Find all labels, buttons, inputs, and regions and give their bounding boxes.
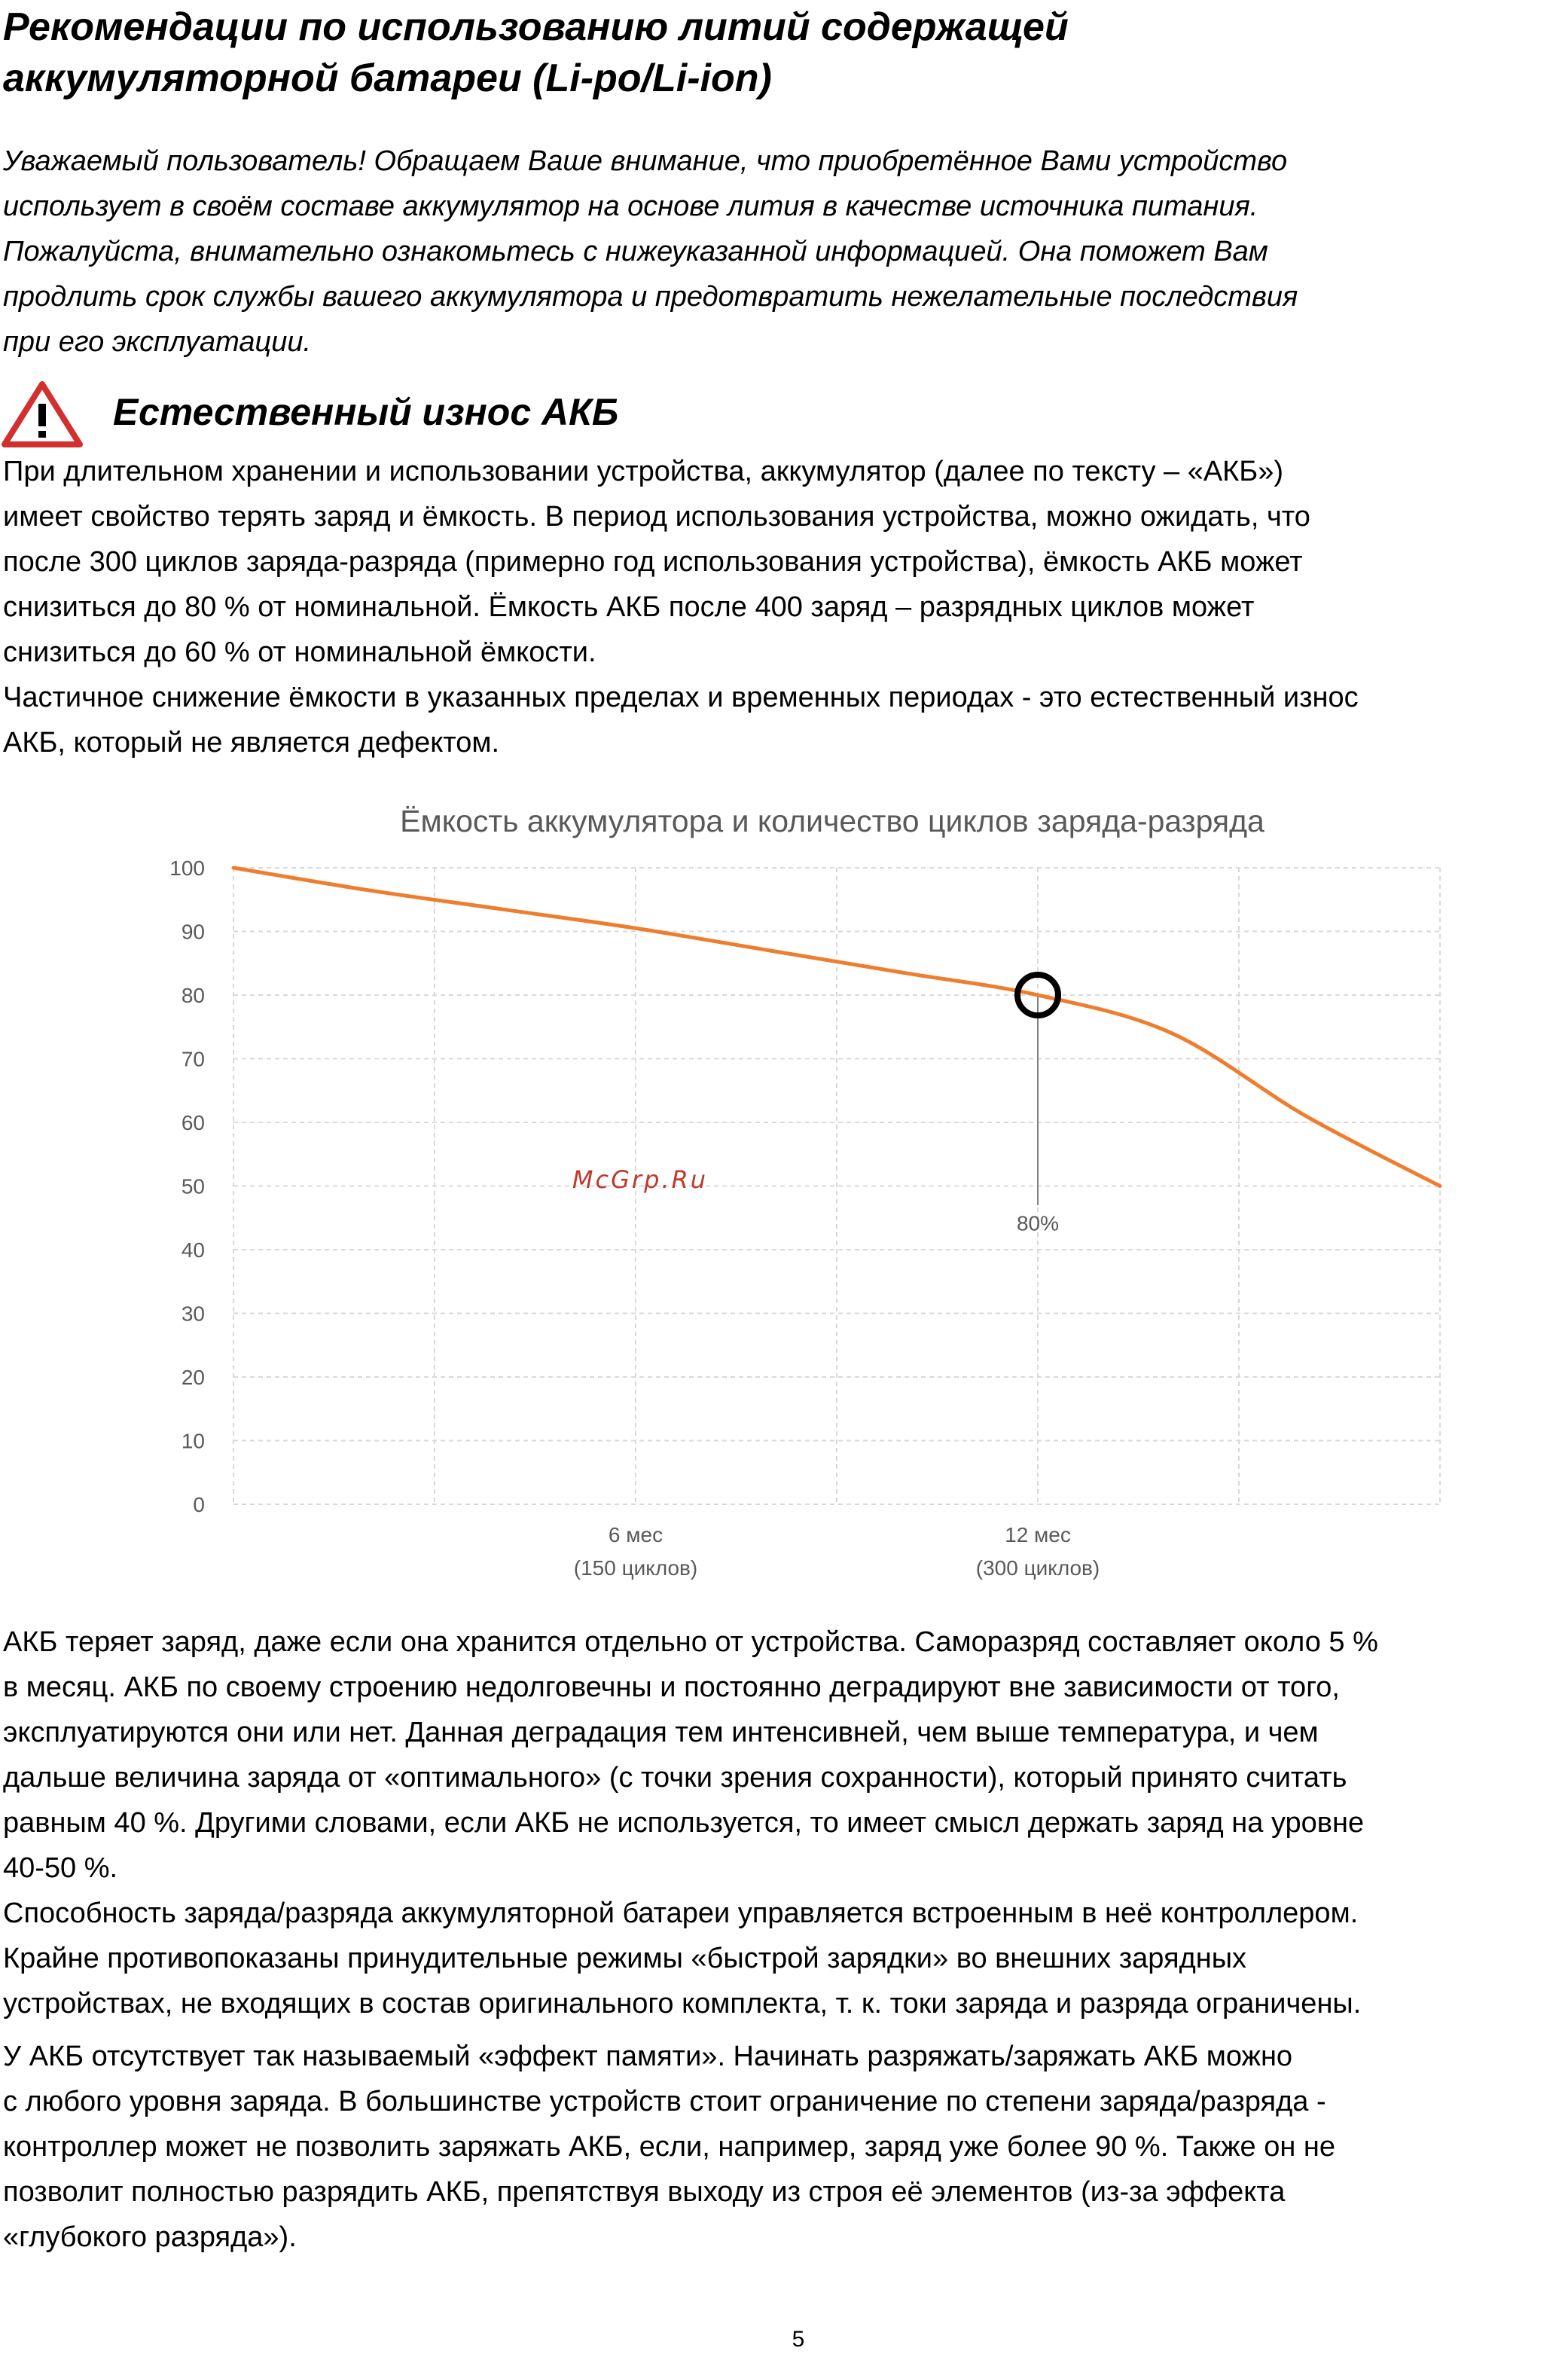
paragraph-line: имеет свойство терять заряд и ёмкость. В период использования устройства, можно ожидать, что <box>3 501 1310 533</box>
paragraph-line: Способность заряда/разряда аккумуляторной батареи управляется встроенным в неё контроллером. <box>3 1897 1359 1929</box>
paragraph-self-discharge <box>3 1620 1566 2026</box>
document-title <box>3 2 1554 104</box>
intro-paragraph <box>3 139 1562 365</box>
x-tick-label: 6 мес <box>608 1523 664 1546</box>
highlight-label: 80% <box>1016 1211 1060 1235</box>
y-tick-label: 50 <box>181 1174 205 1198</box>
y-tick-label: 40 <box>181 1238 205 1262</box>
section-title: Естественный износ АКБ <box>113 391 619 433</box>
chart-y-axis <box>169 856 205 1516</box>
paragraph-line: У АКБ отсутствует так называемый «эффект памяти». Начинать разряжать/заряжать АКБ можно <box>3 2041 1293 2072</box>
paragraph-line: контроллер может не позволить заряжать АКБ, если, например, заряд уже более 90 %. Также он не <box>3 2131 1336 2163</box>
section-header <box>0 377 1054 449</box>
warning-triangle-icon <box>0 380 84 449</box>
intro-line: при его эксплуатации. <box>3 326 312 358</box>
x-tick-label: (150 циклов) <box>573 1556 698 1580</box>
chart-title: Ёмкость аккумулятора и количество циклов заряда-разряда <box>400 804 1264 838</box>
capacity-chart <box>151 800 1461 1591</box>
paragraph-line: дальше величина заряда от «оптимального» (с точки зрения сохранности), который принято считать <box>3 1762 1347 1794</box>
y-tick-label: 80 <box>181 984 205 1007</box>
x-tick-label: (300 циклов) <box>975 1556 1100 1580</box>
paragraph-line: снизиться до 80 % от номинальной. Ёмкость АКБ после 400 заряд – разрядных циклов может <box>3 591 1255 623</box>
paragraph-line: с любого уровня заряда. В большинстве устройств стоит ограничение по степени заряда/разряда - <box>3 2086 1326 2117</box>
paragraph-line: АКБ теряет заряд, даже если она хранится отдельно от устройства. Саморазряд составляет около 5 % <box>3 1626 1378 1658</box>
paragraph-line: устройствах, не входящих в состав оригинального комплекта, т. к. токи заряда и разряда ограничены. <box>3 1988 1362 2020</box>
intro-line: продлить срок службы вашего аккумулятора и предотвратить нежелательные последствия <box>3 281 1298 313</box>
intro-line: Пожалуйста, внимательно ознакомьтесь с нижеуказанной информацией. Она поможет Вам <box>3 236 1268 267</box>
paragraph-memory-effect <box>3 2034 1566 2260</box>
paragraph-line: снизиться до 60 % от номинальной ёмкости. <box>3 637 596 668</box>
paragraph-line: Крайне противопоказаны принудительные режимы «быстрой зарядки» во внешних зарядных <box>3 1943 1247 1974</box>
intro-line: Уважаемый пользователь! Обращаем Ваше внимание, что приобретённое Вами устройство <box>3 145 1288 177</box>
y-tick-label: 100 <box>169 856 205 880</box>
y-tick-label: 60 <box>181 1111 205 1134</box>
title-line: аккумуляторной батареи (Li-po/Li-ion) <box>3 56 772 100</box>
paragraph-line: позволит полностью разрядить АКБ, препятствуя выходу из строя её элементов (из-за эффекта <box>3 2176 1286 2208</box>
y-tick-label: 10 <box>181 1429 205 1453</box>
paragraph-line: При длительном хранении и использовании устройства, аккумулятор (далее по тексту – «АКБ») <box>3 456 1284 487</box>
paragraph-line: равным 40 %. Другими словами, если АКБ не используется, то имеет смысл держать заряд на уровне <box>3 1807 1365 1839</box>
watermark-text: McGrp.Ru <box>572 1165 709 1194</box>
paragraph-natural-wear <box>3 449 1566 765</box>
paragraph-line: в месяц. АКБ по своему строению недолговечны и постоянно деградируют вне зависимости от того, <box>3 1672 1340 1703</box>
paragraph-line: эксплуатируются они или нет. Данная деградация тем интенсивней, чем выше температура, и чем <box>3 1717 1319 1748</box>
y-tick-label: 20 <box>181 1366 205 1389</box>
page-number: 5 <box>792 2327 805 2352</box>
x-tick-label: 12 мес <box>1005 1523 1071 1546</box>
intro-line: использует в своём составе аккумулятор на основе лития в качестве источника питания. <box>3 191 1258 222</box>
capacity-chart-svg <box>151 800 1461 1591</box>
chart-x-axis <box>574 1523 1100 1580</box>
y-tick-label: 0 <box>193 1493 205 1516</box>
y-tick-label: 70 <box>181 1047 205 1071</box>
paragraph-line: «глубокого разряда»). <box>3 2221 297 2253</box>
paragraph-line: после 300 циклов заряда-разряда (примерно год использования устройства), ёмкость АКБ может <box>3 546 1303 578</box>
paragraph-line: Частичное снижение ёмкости в указанных пределах и временных периодах - это естественный износ <box>3 682 1359 713</box>
paragraph-line: АКБ, который не является дефектом. <box>3 727 500 759</box>
y-tick-label: 90 <box>181 920 205 944</box>
paragraph-line: 40-50 %. <box>3 1852 118 1884</box>
title-line: Рекомендации по использованию литий содержащей <box>3 5 1069 49</box>
y-tick-label: 30 <box>181 1302 205 1326</box>
